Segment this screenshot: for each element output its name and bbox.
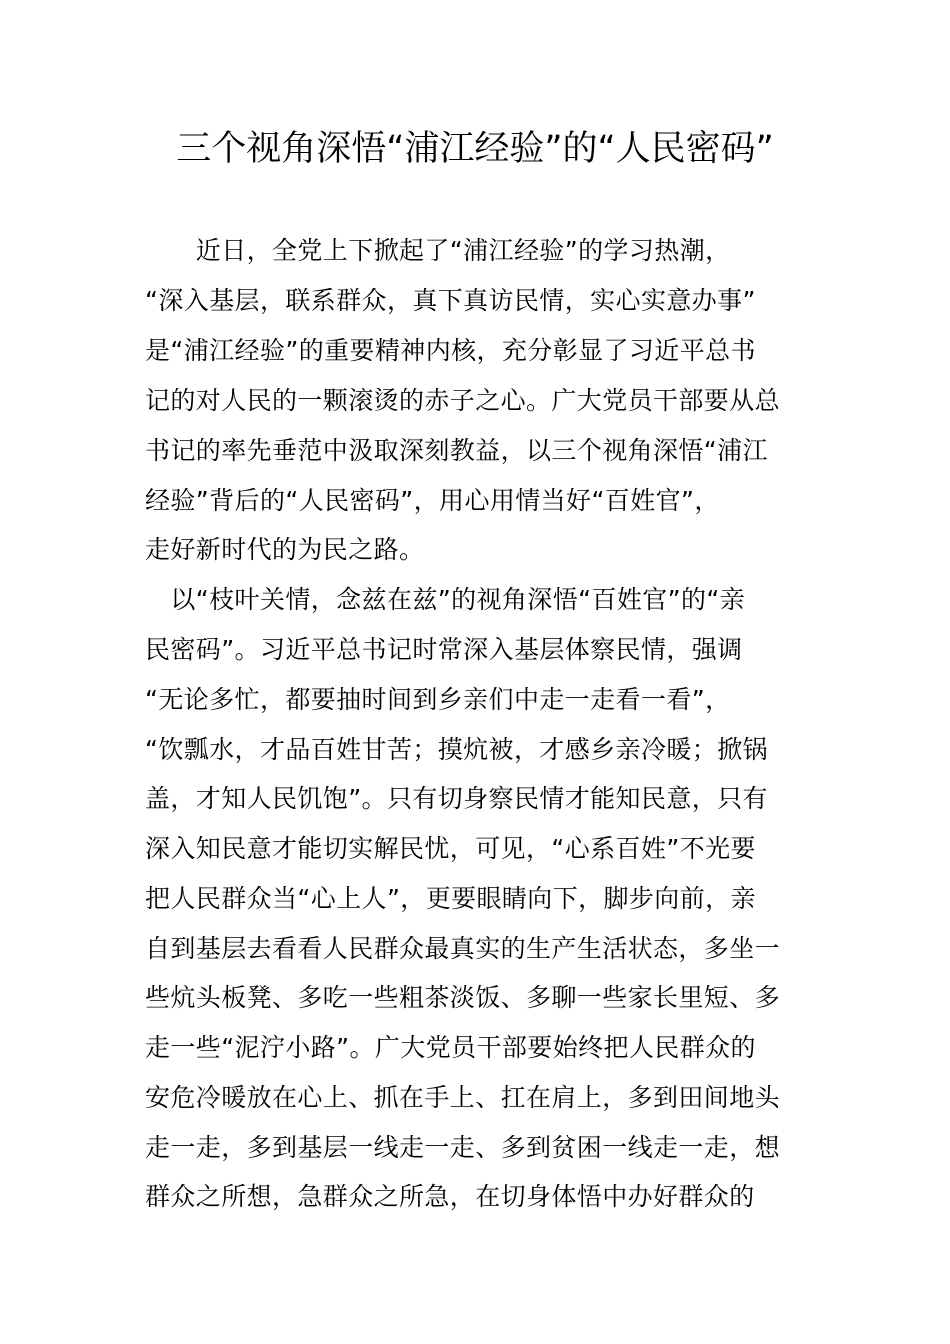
text-line-3: 是“浦江经验”的重要精神内核，充分彰显了习近平总书	[145, 336, 756, 365]
text-line-1: 近日，全党上下掀起了“浦江经验”的学习热潮，	[145, 236, 731, 265]
text-line-14: 把人民群众当“心上人”，更要眼睛向下，脚步向前，亲	[145, 884, 756, 913]
text-line-13: 深入知民意才能切实解民忧，可见，“心系百姓”不光要	[145, 834, 756, 863]
text-line-18: 安危冷暖放在心上、抓在手上、扛在肩上，多到田间地头	[145, 1083, 781, 1112]
text-line-11: “饮瓢水，才品百姓甘苦；摸炕被，才感乡亲冷暖；掀锅	[145, 735, 768, 764]
text-line-9: 民密码”。习近平总书记时常深入基层体察民情，强调	[145, 635, 743, 664]
text-line-5: 书记的率先垂范中汲取深刻教益，以三个视角深悟“浦江	[145, 436, 768, 465]
text-line-19: 走一走，多到基层一线走一走、多到贫困一线走一走，想	[145, 1133, 781, 1162]
text-line-4: 记的对人民的一颗滚烫的赤子之心。广大党员干部要从总	[145, 386, 781, 415]
text-line-6: 经验”背后的“人民密码”，用心用情当好“百姓官”，	[145, 486, 720, 515]
text-line-10: “无论多忙，都要抽时间到乡亲们中走一走看一看”，	[145, 685, 731, 714]
text-line-15: 自到基层去看看人民群众最真实的生产生活状态，多坐一	[145, 934, 781, 963]
text-line-12: 盖，才知人民饥饱”。只有切身察民情才能知民意，只有	[145, 784, 768, 813]
document-title: 三个视角深悟“浦江经验”的“人民密码”	[176, 129, 774, 169]
text-line-17: 走一些“泥泞小路”。广大党员干部要始终把人民群众的	[145, 1033, 756, 1062]
text-line-20: 群众之所想，急群众之所急，在切身体悟中办好群众的	[145, 1182, 755, 1211]
text-line-8: 以“枝叶关情，念兹在兹”的视角深悟“百姓官”的“亲	[145, 585, 746, 614]
text-line-16: 些炕头板凳、多吃一些粗茶淡饭、多聊一些家长里短、多	[145, 983, 781, 1012]
text-line-7: 走好新时代的为民之路。	[145, 535, 425, 564]
text-line-2: “深入基层，联系群众，真下真访民情，实心实意办事”	[145, 286, 756, 315]
